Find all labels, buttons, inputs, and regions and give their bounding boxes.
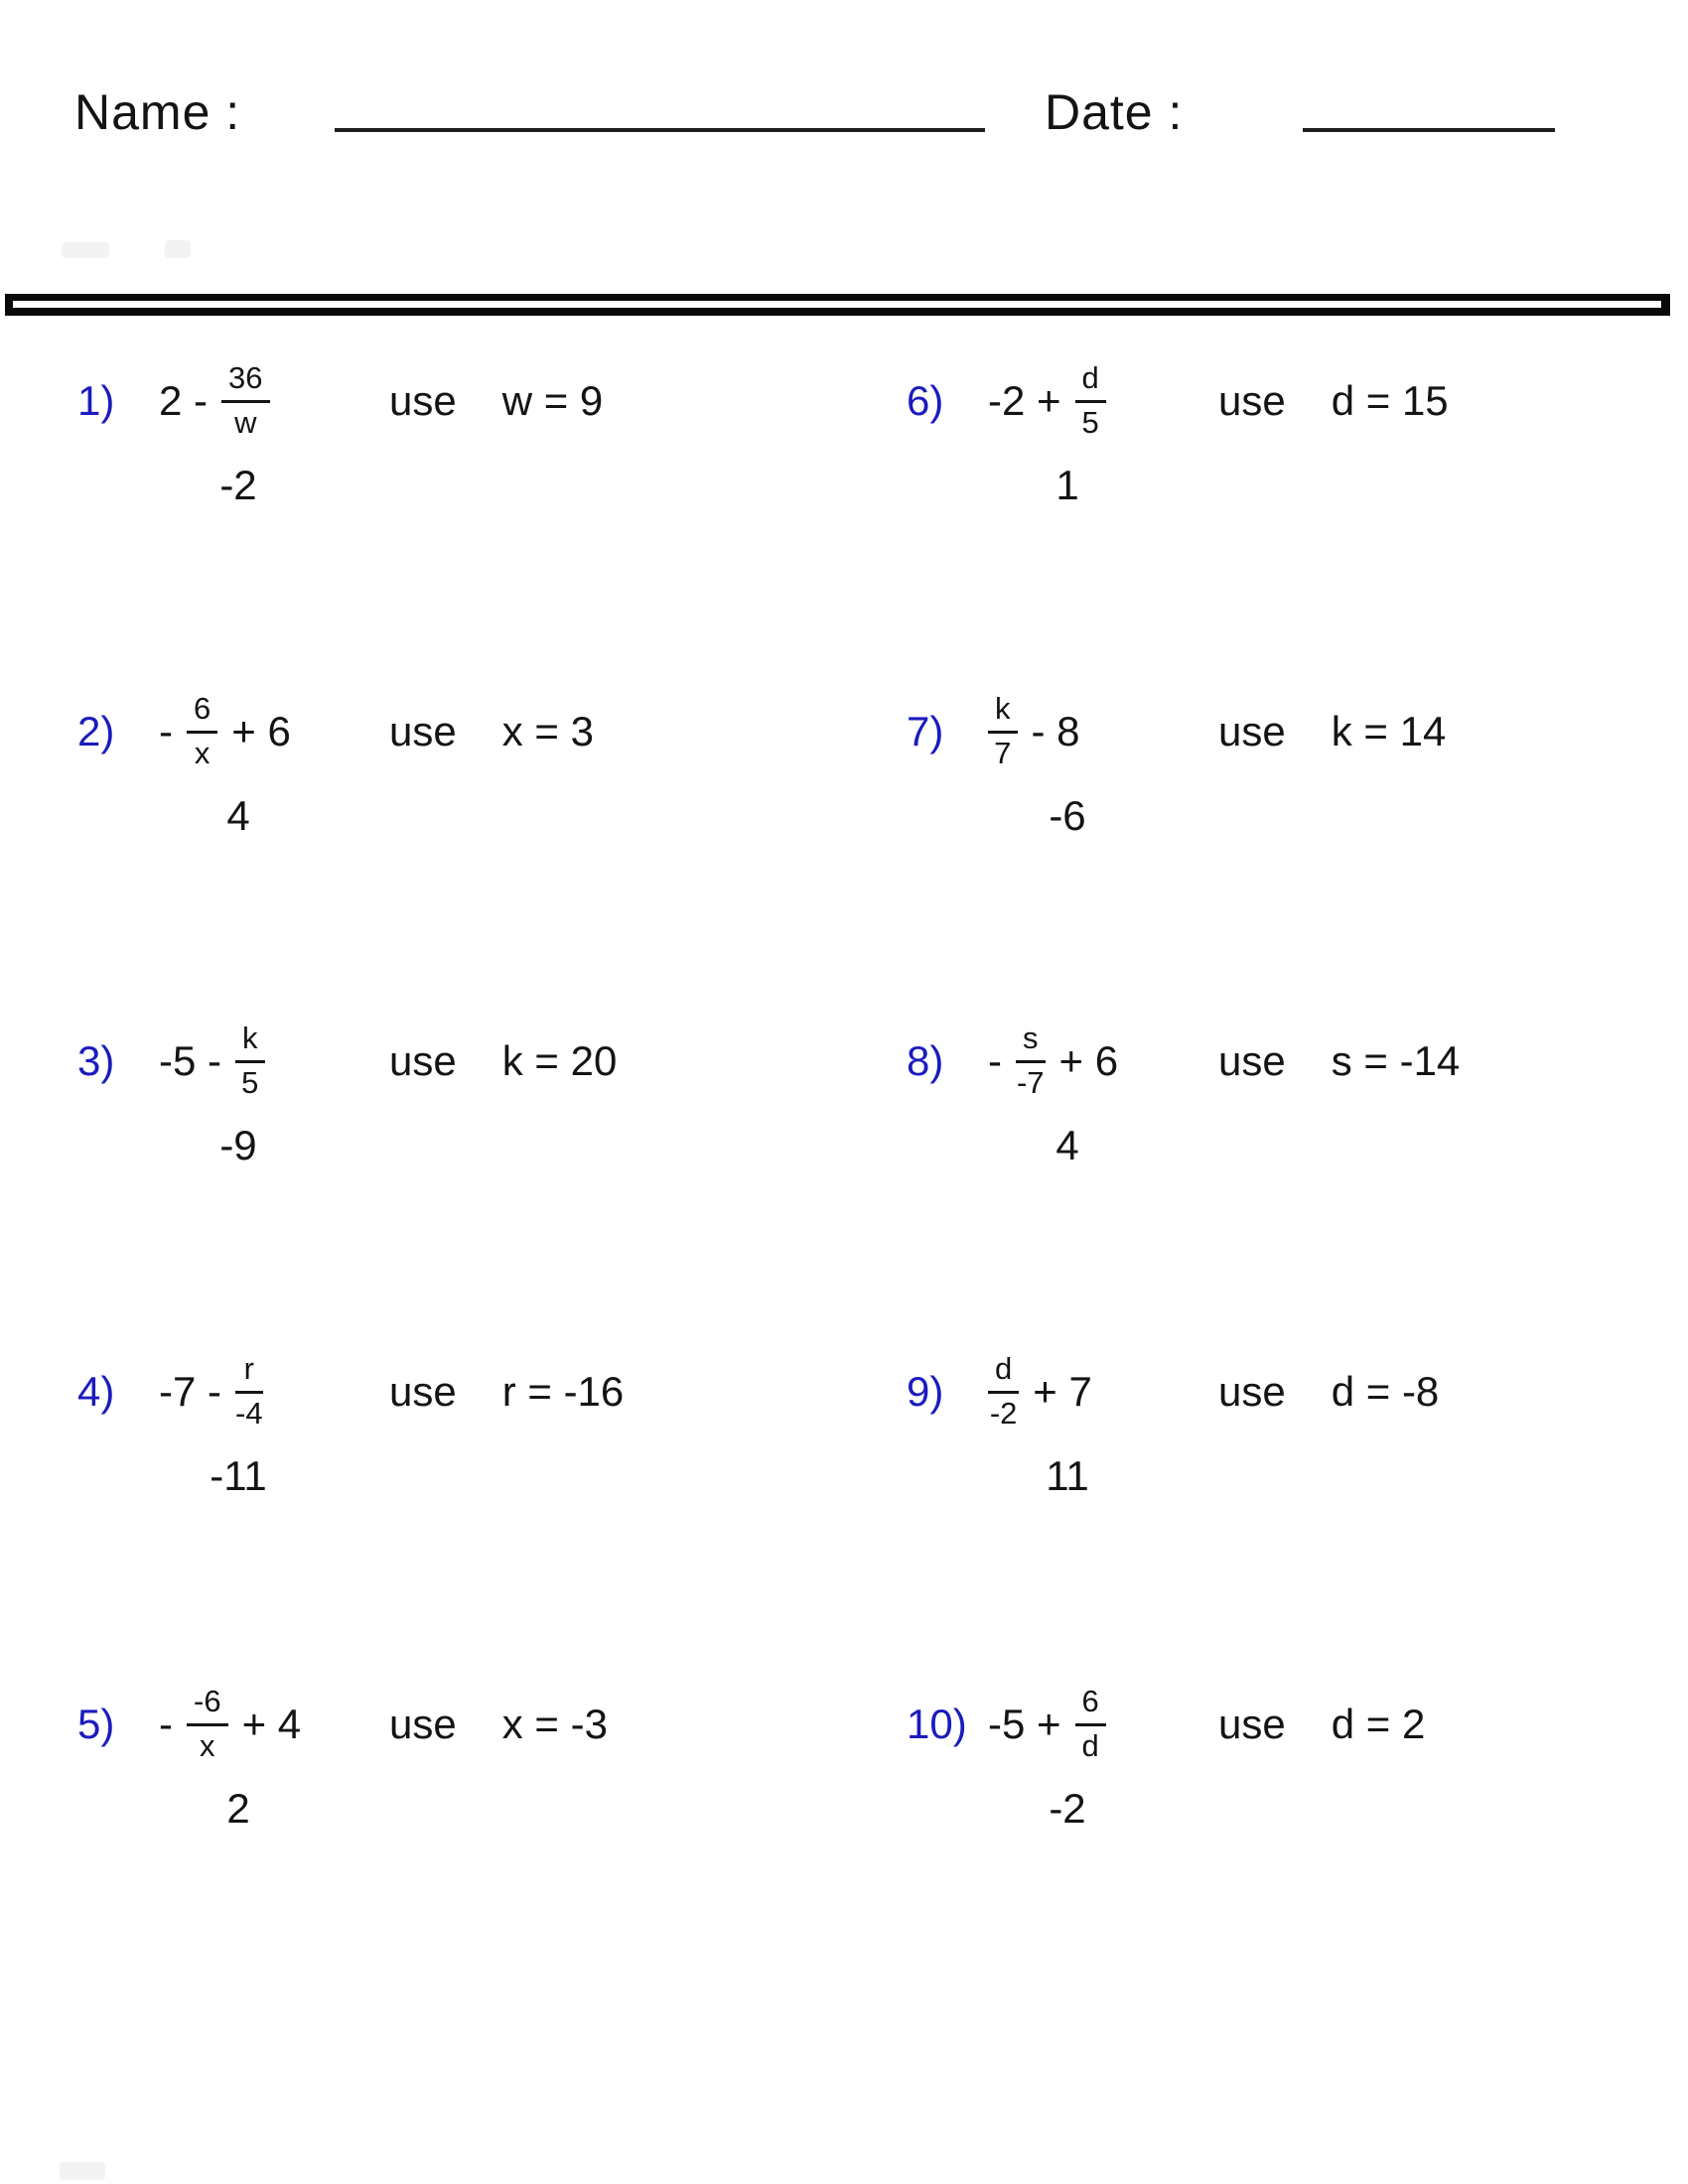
fraction-numerator: k <box>988 691 1018 734</box>
expression-prefix: - <box>159 707 173 754</box>
expression <box>159 691 389 771</box>
fraction-numerator: d <box>988 1351 1019 1394</box>
problem <box>907 1351 1688 1520</box>
use-label: use <box>1218 1700 1286 1747</box>
expression <box>988 691 1218 771</box>
fraction-denominator: d <box>1081 1727 1099 1763</box>
problem-number: 2) <box>77 707 115 754</box>
use-label: use <box>389 376 457 424</box>
variable-assignment: d = 2 <box>1331 1700 1426 1747</box>
expression <box>159 1021 389 1101</box>
fraction <box>221 360 269 441</box>
problem-number: 5) <box>77 1700 115 1747</box>
problem <box>77 691 882 860</box>
substitution <box>1218 377 1449 425</box>
variable-assignment: w = 9 <box>501 376 604 424</box>
substitution <box>1218 1701 1425 1748</box>
fraction-denominator: x <box>200 1727 215 1763</box>
problem-line <box>77 691 882 771</box>
expression <box>988 360 1218 441</box>
use-label: use <box>1218 1367 1286 1415</box>
fraction <box>1075 360 1106 441</box>
expression-prefix: -5 - <box>159 1036 221 1084</box>
problem-number: 1) <box>77 376 115 424</box>
answer-value: -2 <box>219 462 257 508</box>
header-divider-rule <box>5 294 1670 316</box>
fraction-numerator: 6 <box>1075 1684 1106 1726</box>
problem <box>907 360 1688 529</box>
problem-line <box>907 1684 1688 1764</box>
answer-value: 4 <box>226 792 250 839</box>
variable-assignment: x = -3 <box>501 1700 608 1747</box>
problem-line <box>77 360 882 441</box>
variable-assignment: k = 20 <box>501 1036 618 1084</box>
fraction-denominator: w <box>234 404 257 440</box>
fraction-numerator: 36 <box>221 360 269 403</box>
problem-number: 3) <box>77 1036 115 1084</box>
fraction-numerator: s <box>1016 1021 1046 1063</box>
expression-suffix: + 6 <box>1058 1036 1119 1084</box>
use-label: use <box>389 1367 457 1415</box>
fraction <box>988 691 1018 771</box>
fraction-numerator: 6 <box>187 691 217 734</box>
fraction-denominator: 7 <box>994 735 1012 770</box>
expression-prefix: 2 - <box>159 376 209 424</box>
expression-suffix: + 6 <box>231 707 291 754</box>
fraction-numerator: d <box>1075 360 1106 403</box>
expression-suffix: + 7 <box>1033 1367 1092 1415</box>
header-divider-rule-stripe <box>13 301 1661 308</box>
problem <box>77 1021 882 1189</box>
problem <box>907 1684 1688 1852</box>
scan-artifact <box>60 2162 105 2180</box>
answer-value: -6 <box>1049 792 1086 839</box>
fraction-numerator: -6 <box>187 1684 228 1726</box>
substitution <box>389 1701 608 1748</box>
fraction-denominator: -4 <box>235 1395 263 1431</box>
fraction <box>235 1351 263 1432</box>
expression-prefix: - <box>159 1700 173 1747</box>
use-label: use <box>389 1036 457 1084</box>
use-label: use <box>389 1700 457 1747</box>
problem-line <box>907 360 1688 441</box>
problem-line <box>907 1021 1688 1101</box>
variable-assignment: x = 3 <box>501 707 594 754</box>
variable-assignment: d = -8 <box>1331 1367 1440 1415</box>
expression <box>988 1684 1218 1764</box>
fraction <box>187 1684 228 1764</box>
date-blank-line[interactable] <box>1303 128 1555 132</box>
expression-suffix: + 4 <box>241 1700 302 1747</box>
use-label: use <box>1218 707 1286 754</box>
problem-number: 8) <box>907 1036 944 1084</box>
variable-assignment: d = 15 <box>1331 376 1449 424</box>
expression-prefix: - <box>988 1036 1002 1084</box>
expression-prefix: -2 + <box>988 376 1061 424</box>
substitution <box>389 708 594 755</box>
use-label: use <box>1218 376 1286 424</box>
fraction <box>235 1021 265 1101</box>
expression <box>988 1021 1218 1101</box>
fraction-numerator: k <box>235 1021 265 1063</box>
substitution <box>389 1368 624 1416</box>
problem-line <box>77 1021 882 1101</box>
substitution <box>389 1037 617 1085</box>
answer-value: -2 <box>1049 1785 1086 1832</box>
problem <box>907 1021 1688 1189</box>
answer-value: 1 <box>1055 462 1079 508</box>
expression-prefix: -7 - <box>159 1367 221 1415</box>
problem-number: 7) <box>907 707 944 754</box>
substitution <box>1218 1368 1439 1416</box>
substitution <box>1218 1037 1460 1085</box>
problem <box>77 1351 882 1520</box>
problem <box>77 1684 882 1852</box>
expression <box>988 1351 1218 1432</box>
name-blank-line[interactable] <box>335 128 985 132</box>
problem-line <box>907 691 1688 771</box>
expression <box>159 360 389 441</box>
problem <box>907 691 1688 860</box>
answer-value: -11 <box>210 1452 267 1499</box>
fraction <box>187 691 217 771</box>
problem-line <box>907 1351 1688 1432</box>
answer-value: 11 <box>1046 1452 1089 1499</box>
problem-number: 10) <box>907 1700 967 1747</box>
fraction-denominator: -7 <box>1016 1064 1045 1100</box>
expression-prefix: -5 + <box>988 1700 1061 1747</box>
date-label: Date : <box>1045 84 1184 140</box>
problem-line <box>77 1351 882 1432</box>
fraction <box>1075 1684 1106 1764</box>
fraction <box>988 1351 1019 1432</box>
scan-artifact <box>165 240 191 258</box>
expression <box>159 1351 389 1432</box>
fraction-denominator: 5 <box>241 1064 259 1100</box>
answer-value: 4 <box>1055 1122 1079 1168</box>
fraction <box>1016 1021 1046 1101</box>
problem-line <box>77 1684 882 1764</box>
use-label: use <box>1218 1036 1286 1084</box>
variable-assignment: s = -14 <box>1331 1036 1461 1084</box>
use-label: use <box>389 707 457 754</box>
problem-number: 9) <box>907 1367 944 1415</box>
scan-artifact <box>62 242 109 258</box>
fraction-denominator: 5 <box>1081 404 1099 440</box>
fraction-denominator: -2 <box>989 1395 1018 1431</box>
expression <box>159 1684 389 1764</box>
answer-value: 2 <box>226 1785 250 1832</box>
name-label: Name : <box>74 84 241 140</box>
variable-assignment: k = 14 <box>1331 707 1447 754</box>
answer-value: -9 <box>219 1122 257 1168</box>
variable-assignment: r = -16 <box>501 1367 625 1415</box>
fraction-denominator: x <box>194 735 211 770</box>
problem <box>77 360 882 529</box>
expression-suffix: - 8 <box>1031 707 1080 754</box>
fraction-numerator: r <box>235 1351 263 1394</box>
problem-number: 4) <box>77 1367 115 1415</box>
substitution <box>389 377 603 425</box>
problem-number: 6) <box>907 376 944 424</box>
substitution <box>1218 708 1446 755</box>
